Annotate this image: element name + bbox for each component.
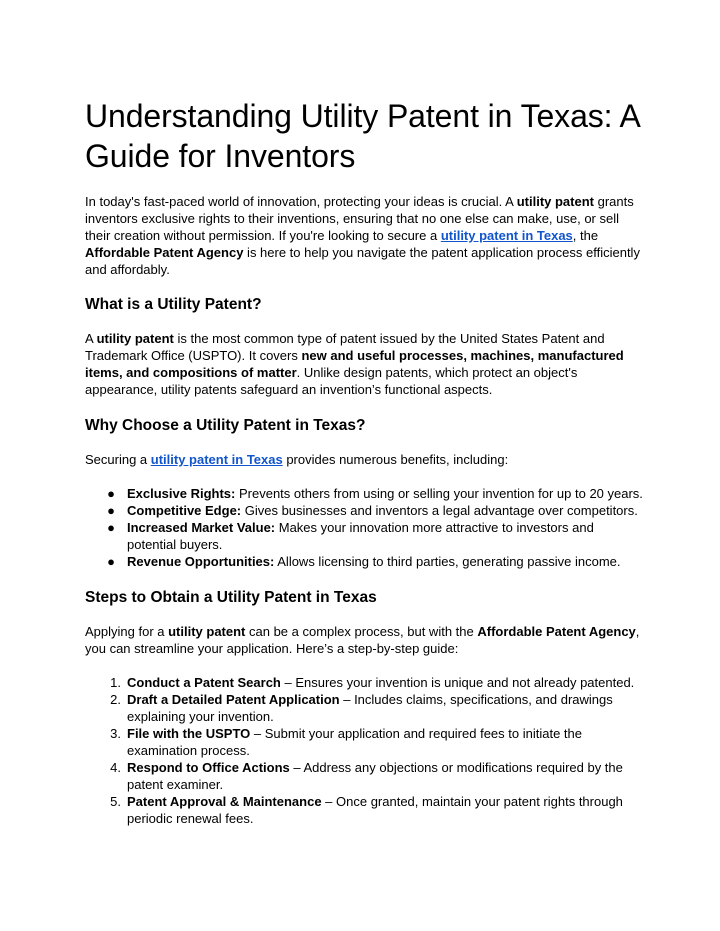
bullet-icon: ● <box>107 554 115 569</box>
bullet-icon: ● <box>107 503 115 518</box>
benefit-text: Makes your innovation more attractive to investors and potential buyers. <box>127 520 594 552</box>
steps-paragraph <box>85 623 645 657</box>
step-number: 2. <box>110 692 121 707</box>
intro-paragraph <box>85 193 645 278</box>
benefit-text: Allows licensing to third parties, generating passive income. <box>274 554 621 569</box>
steps-bold-utility-patent: utility patent <box>168 624 246 639</box>
list-item <box>85 674 645 691</box>
what-is-bold-utility-patent: utility patent <box>96 331 174 346</box>
section-heading-what-is: What is a Utility Patent? <box>85 296 262 313</box>
list-item <box>85 793 645 827</box>
step-number: 1. <box>110 675 121 690</box>
step-number: 3. <box>110 726 121 741</box>
section-heading-steps: Steps to Obtain a Utility Patent in Texas <box>85 589 377 606</box>
intro-bold-utility-patent: utility patent <box>516 194 594 209</box>
why-choose-text-1: Securing a <box>85 452 151 467</box>
list-item <box>85 485 645 502</box>
steps-list <box>85 674 645 827</box>
steps-text-1: Applying for a <box>85 624 169 639</box>
utility-patent-texas-link[interactable]: utility patent in Texas <box>440 228 573 243</box>
step-text: – Submit your application and required fees to initiate the examination process. <box>127 726 582 758</box>
why-choose-paragraph <box>85 451 645 468</box>
document-body <box>85 96 645 845</box>
steps-text-2: can be a complex process, but with the <box>245 624 478 639</box>
intro-text-3: , the <box>572 228 599 243</box>
steps-text-3: , you can streamline your application. Here’s a step-by-step guide: <box>85 624 640 656</box>
step-number: 5. <box>110 794 121 809</box>
step-title: Patent Approval & Maintenance <box>127 794 322 809</box>
list-item <box>85 725 645 759</box>
benefit-title: Revenue Opportunities: <box>127 554 275 569</box>
section-heading-why-choose: Why Choose a Utility Patent in Texas? <box>85 417 366 434</box>
benefit-title: Exclusive Rights: <box>127 486 236 501</box>
benefits-list <box>85 485 645 570</box>
step-text: – Includes claims, specifications, and drawings explaining your invention. <box>127 692 613 724</box>
list-item <box>85 691 645 725</box>
what-is-text-2: is the most common type of patent issued by the United States Patent and Trademark Office (USPTO). It covers <box>85 331 605 363</box>
step-title: Respond to Office Actions <box>127 760 290 775</box>
step-title: Draft a Detailed Patent Application <box>127 692 340 707</box>
step-text: – Address any objections or modifications required by the patent examiner. <box>127 760 623 792</box>
intro-text-2: grants inventors exclusive rights to their inventions, ensuring that no one else can make, use, or sell their creation without permission. If you're looking to secure a <box>85 194 634 243</box>
list-item <box>85 519 645 553</box>
list-item <box>85 759 645 793</box>
what-is-paragraph <box>85 330 645 398</box>
utility-patent-texas-link-2[interactable]: utility patent in Texas <box>150 452 283 467</box>
what-is-text-1: A <box>85 331 97 346</box>
what-is-text-3: . Unlike design patents, which protect an object's appearance, utility patents safeguard an invention’s functional aspects. <box>85 365 578 397</box>
steps-bold-agency: Affordable Patent Agency <box>477 624 636 639</box>
why-choose-text-2: provides numerous benefits, including: <box>282 452 509 467</box>
benefit-text: Gives businesses and inventors a legal advantage over competitors. <box>241 503 638 518</box>
benefit-title: Increased Market Value: <box>127 520 276 535</box>
intro-text-4: is here to help you navigate the patent application process efficiently and affordably. <box>85 245 640 277</box>
intro-bold-agency: Affordable Patent Agency <box>85 245 244 260</box>
step-number: 4. <box>110 760 121 775</box>
intro-text-1: In today's fast-paced world of innovation, protecting your ideas is crucial. A <box>85 194 517 209</box>
step-title: File with the USPTO <box>127 726 251 741</box>
list-item <box>85 553 645 570</box>
step-title: Conduct a Patent Search <box>127 675 281 690</box>
page-title: Understanding Utility Patent in Texas: A Guide for Inventors <box>85 98 639 174</box>
step-text: – Ensures your invention is unique and not already patented. <box>280 675 635 690</box>
step-text: – Once granted, maintain your patent rights through periodic renewal fees. <box>127 794 623 826</box>
bullet-icon: ● <box>107 520 115 535</box>
what-is-bold-coverage: new and useful processes, machines, manufactured items, and compositions of matter <box>85 348 624 380</box>
benefit-text: Prevents others from using or selling your invention for up to 20 years. <box>235 486 643 501</box>
benefit-title: Competitive Edge: <box>127 503 242 518</box>
bullet-icon: ● <box>107 486 115 501</box>
list-item <box>85 502 645 519</box>
